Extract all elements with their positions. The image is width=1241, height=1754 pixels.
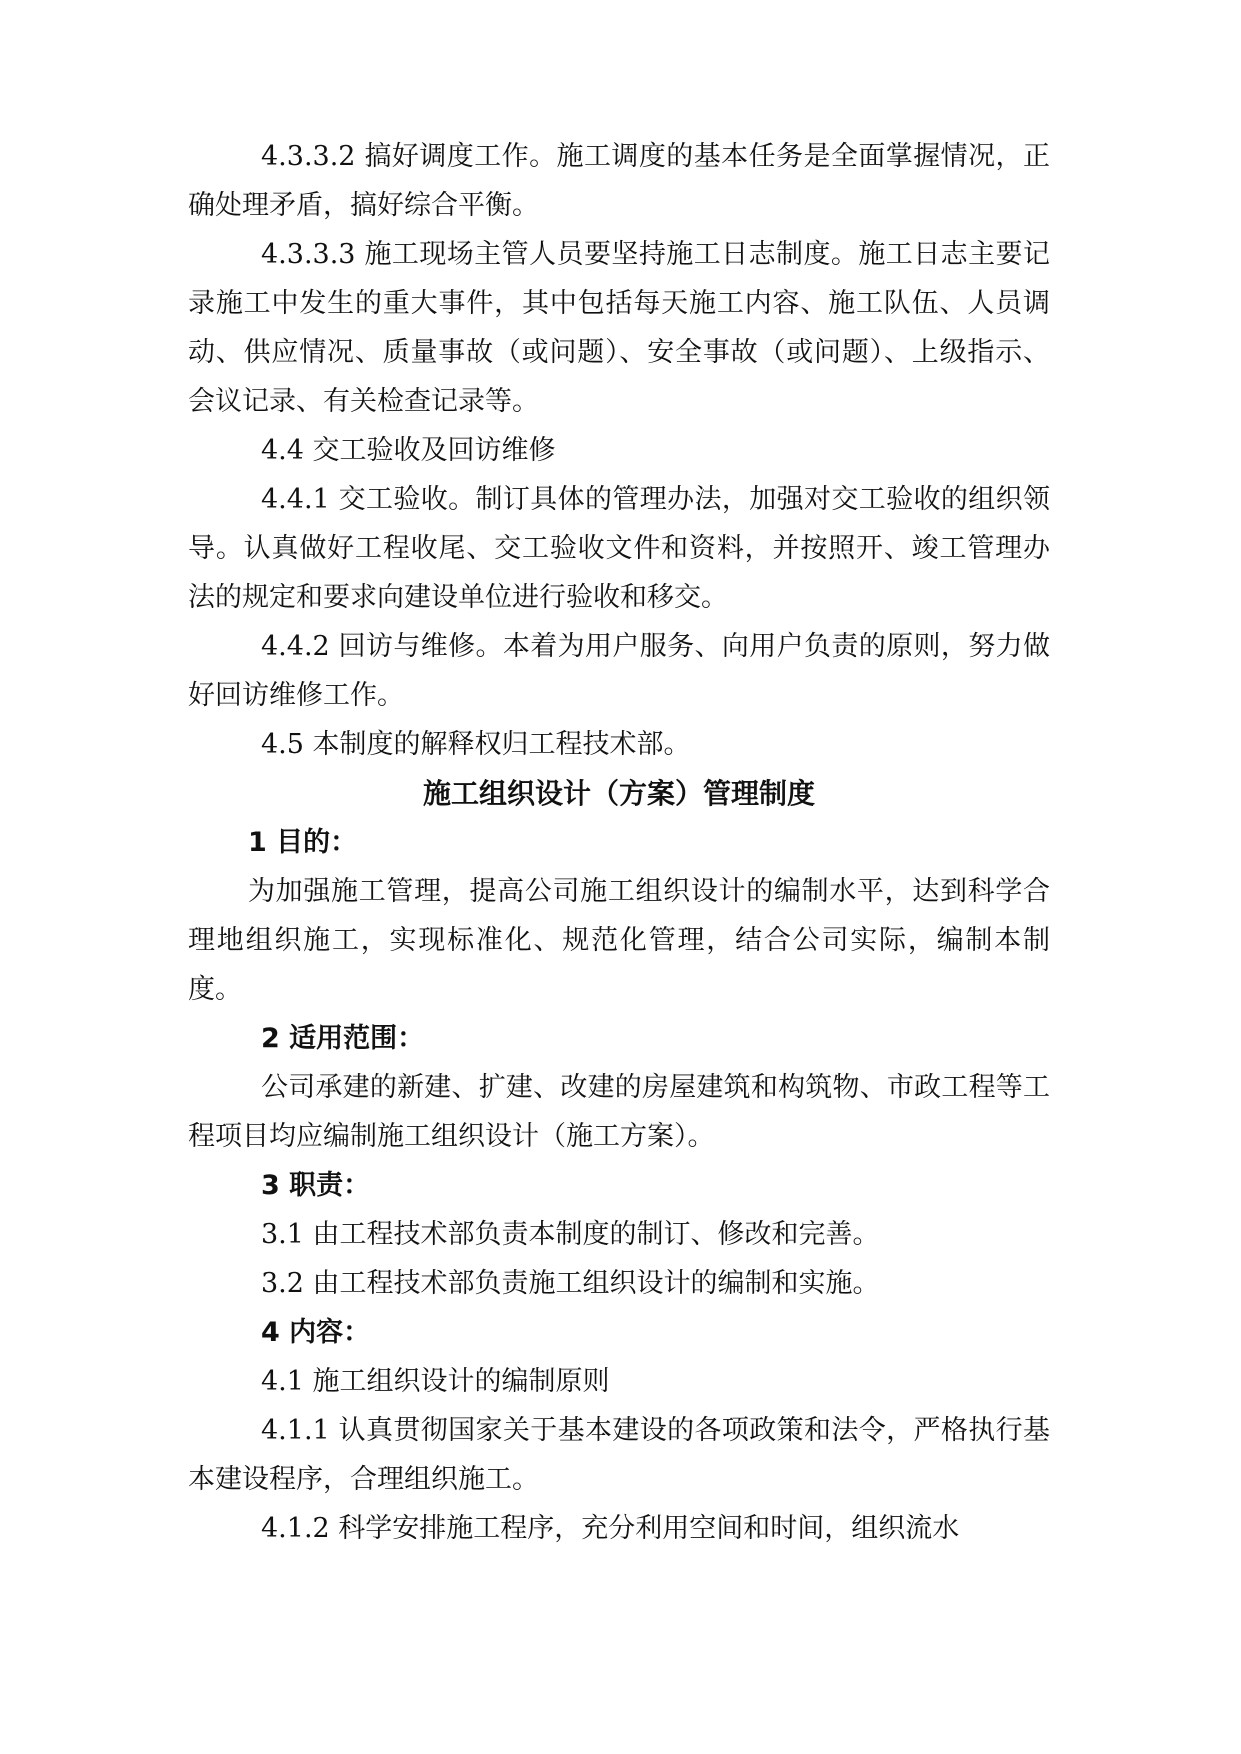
section-1-text: 为加强施工管理，提高公司施工组织设计的编制水平，达到科学合理地组织施工，实现标准化、规范化管理，结合公司实际，编制本制度。 xyxy=(188,876,1050,1005)
paragraph-4-4-2: 4.4.2 回访与维修。本着为用户服务、向用户负责的原则，努力做好回访维修工作。 xyxy=(188,631,1050,711)
section-4-item: 4.1.1 认真贯彻国家关于基本建设的各项政策和法令，严格执行基本建设程序，合理组织施工。 xyxy=(188,1415,1050,1495)
section-3-item: 3.2 由工程技术部负责施工组织设计的编制和实施。 xyxy=(261,1268,880,1299)
section-4-item: 4.1 施工组织设计的编制原则 xyxy=(261,1366,610,1397)
paragraph-4-3-3-3: 4.3.3.3 施工现场主管人员要坚持施工日志制度。施工日志主要记录施工中发生的重大事件，其中包括每天施工内容、施工队伍、人员调动、供应情况、质量事故（或问题）、安全事故（或问题）、上级指示、会议记录、有关检查记录等。 xyxy=(188,239,1050,417)
document-body xyxy=(188,132,1050,1553)
section-2-heading: 2 适用范围： xyxy=(261,1023,425,1054)
paragraph-4-4-1: 4.4.1 交工验收。制订具体的管理办法，加强对交工验收的组织领导。认真做好工程收尾、交工验收文件和资料，并按照开、竣工管理办法的规定和要求向建设单位进行验收和移交。 xyxy=(188,484,1050,613)
section-3-item: 3.1 由工程技术部负责本制度的制订、修改和完善。 xyxy=(261,1219,880,1250)
section-3-heading: 3 职责： xyxy=(261,1170,371,1201)
section-4-item: 4.1.2 科学安排施工程序，充分利用空间和时间，组织流水 xyxy=(261,1513,960,1544)
section-2-text: 公司承建的新建、扩建、改建的房屋建筑和构筑物、市政工程等工程项目均应编制施工组织设计（施工方案）。 xyxy=(188,1072,1050,1152)
section-4-heading: 4 内容： xyxy=(261,1317,371,1348)
section-1-heading: 1 目的： xyxy=(248,827,358,858)
paragraph-4-4: 4.4 交工验收及回访维修 xyxy=(261,435,556,466)
paragraph-4-5: 4.5 本制度的解释权归工程技术部。 xyxy=(261,729,691,760)
paragraph-4-3-3-2: 4.3.3.2 搞好调度工作。施工调度的基本任务是全面掌握情况，正确处理矛盾，搞好综合平衡。 xyxy=(188,141,1050,221)
document-title: 施工组织设计（方案）管理制度 xyxy=(422,777,815,810)
